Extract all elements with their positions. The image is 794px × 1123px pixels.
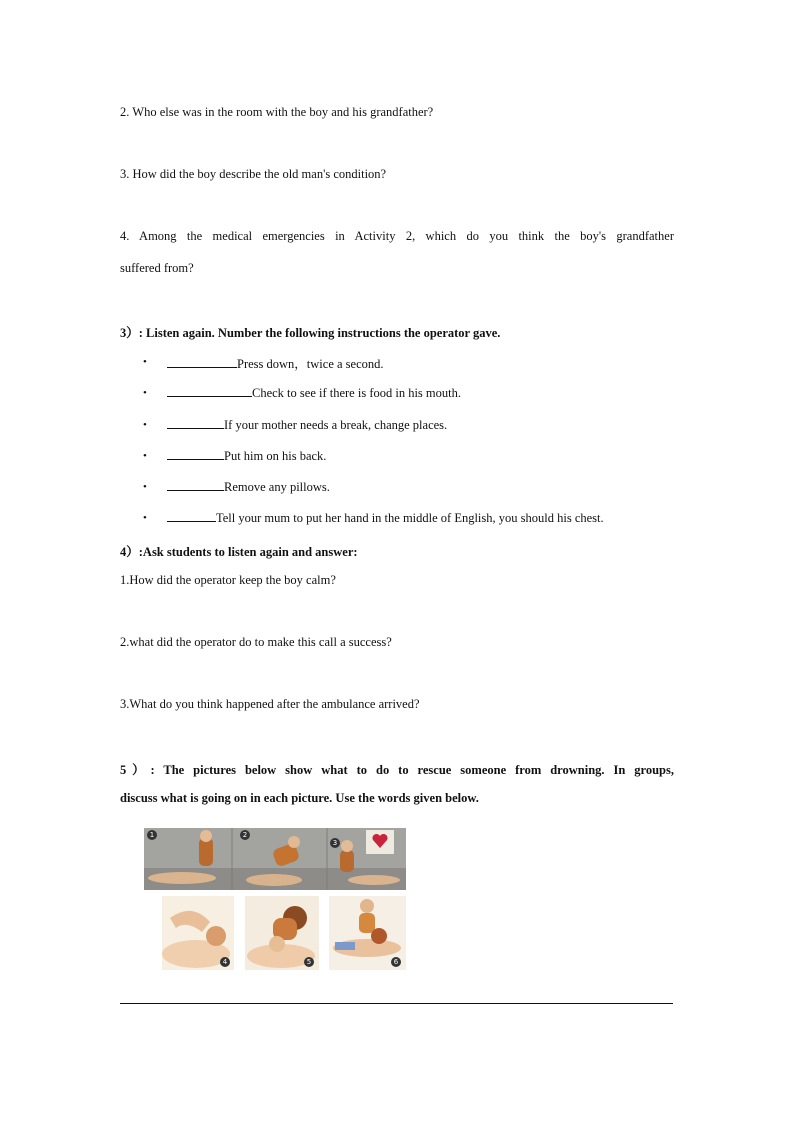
rescue-photo-strip-top <box>144 828 406 890</box>
question-4-line-1: 4. Among the medical emergencies in Activity 2, which do you think the boy's grandfather <box>120 229 674 243</box>
section-5-heading-line-2: discuss what is going on in each picture. Use the words given below. <box>120 791 479 805</box>
answer-blank[interactable] <box>167 448 224 460</box>
step-number-5: 5 <box>304 957 314 967</box>
instruction-item-6 <box>167 510 604 526</box>
question-2: 2. Who else was in the room with the boy and his grandfather? <box>120 105 434 119</box>
instruction-item-5 <box>167 479 330 495</box>
section-4-question-1: 1.How did the operator keep the boy calm? <box>120 573 336 587</box>
answer-blank[interactable] <box>167 479 224 491</box>
instruction-item-4 <box>167 448 326 464</box>
bullet-icon: • <box>143 450 147 462</box>
instruction-text: If your mother needs a break, change places. <box>224 418 448 432</box>
answer-blank[interactable] <box>167 385 252 397</box>
instruction-text: Remove any pillows. <box>224 480 330 494</box>
instruction-text: Check to see if there is food in his mouth. <box>252 386 461 400</box>
step-number-1: 1 <box>147 830 157 840</box>
bullet-icon: • <box>143 512 147 524</box>
step-number-6: 6 <box>391 957 401 967</box>
instruction-item-2 <box>167 385 461 401</box>
answer-blank[interactable] <box>167 356 237 368</box>
instruction-item-3 <box>167 417 447 433</box>
step-number-2: 2 <box>240 830 250 840</box>
section-4-question-3: 3.What do you think happened after the ambulance arrived? <box>120 697 420 711</box>
bullet-icon: • <box>143 419 147 431</box>
instruction-text: Put him on his back. <box>224 449 327 463</box>
section-4-question-2: 2.what did the operator do to make this call a success? <box>120 635 392 649</box>
question-4-line-2: suffered from? <box>120 261 194 275</box>
rescue-steps-figure <box>144 828 406 972</box>
instruction-text: Tell your mum to put her hand in the middle of English, you should his chest. <box>216 511 604 525</box>
rescue-panel-6 <box>329 896 406 970</box>
rescue-panel-4 <box>162 896 234 970</box>
question-3: 3. How did the boy describe the old man's condition? <box>120 167 387 181</box>
bullet-icon: • <box>143 356 147 368</box>
step-number-3: 3 <box>330 838 340 848</box>
bullet-icon: • <box>143 387 147 399</box>
rescue-panel-5 <box>245 896 319 970</box>
bullet-icon: • <box>143 481 147 493</box>
step-number-4: 4 <box>220 957 230 967</box>
rescue-scene-top-svg <box>144 828 406 890</box>
answer-blank[interactable] <box>167 510 216 522</box>
answer-blank[interactable] <box>167 417 224 429</box>
section-4-heading: 4）:Ask students to listen again and answer: <box>120 545 358 559</box>
section-3-heading: 3）: Listen again. Number the following instructions the operator gave. <box>120 326 501 340</box>
section-5-heading-line-1: 5）: The pictures below show what to do to rescue someone from drowning. In groups, <box>120 763 674 777</box>
instruction-item-1 <box>167 354 384 372</box>
footer-rule <box>120 1003 673 1004</box>
instruction-text: Press down，twice a second. <box>237 357 384 371</box>
